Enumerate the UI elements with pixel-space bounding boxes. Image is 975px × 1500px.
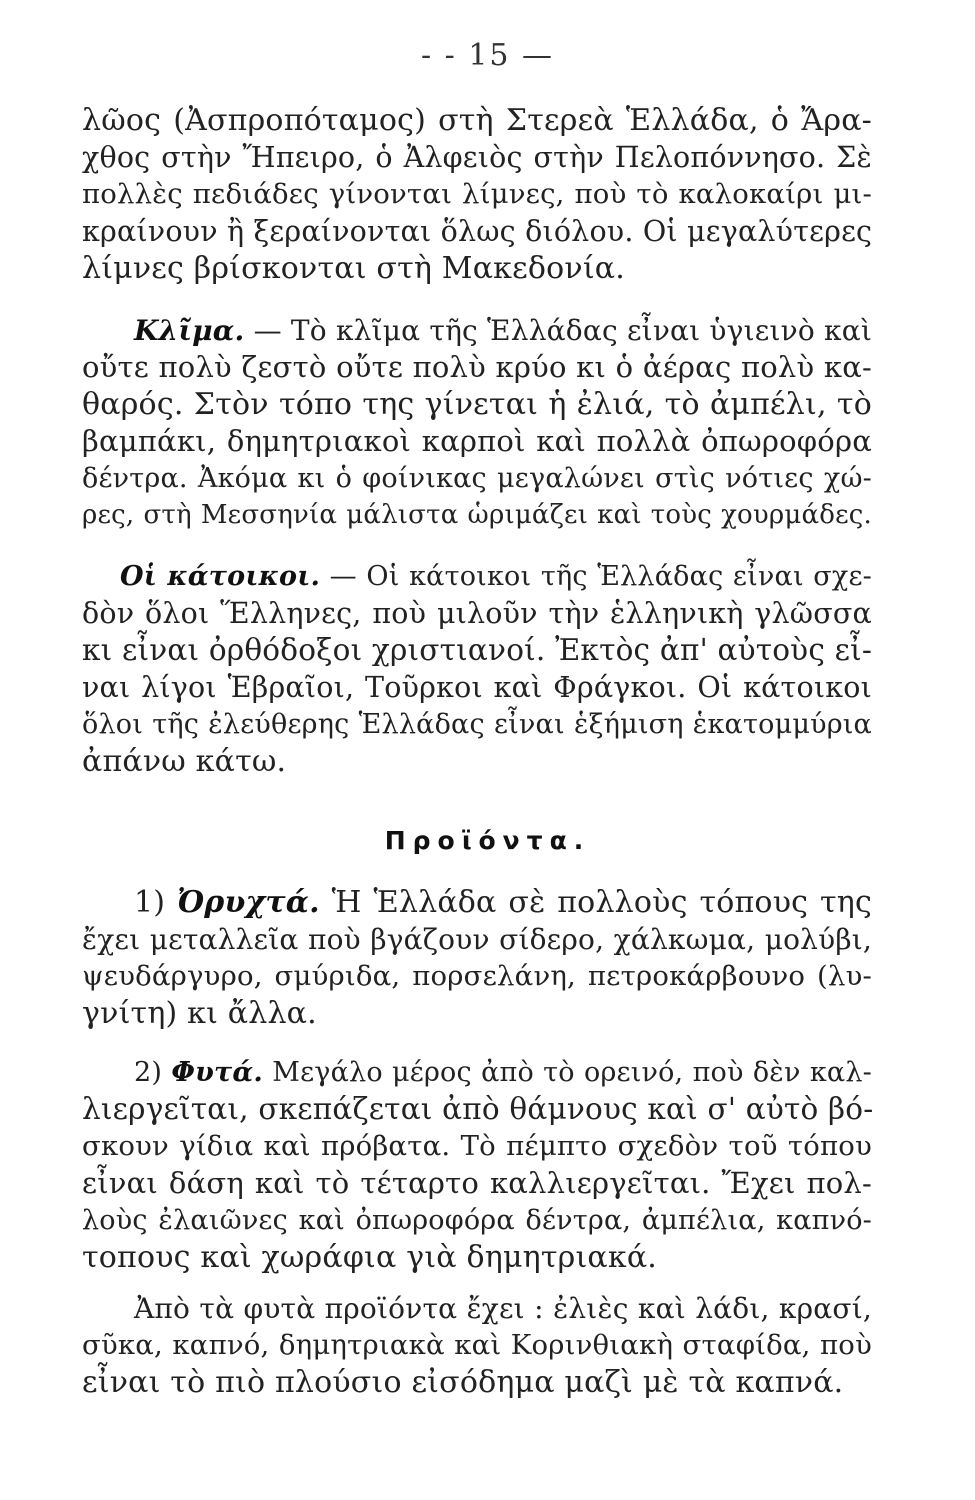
plants-paragraph <box>82 1054 872 1276</box>
minerals-heading: Ὀρυχτά. <box>177 885 320 920</box>
text-line: εἶναι δάση καὶ τὸ τέταρτο καλλιεργεῖται. Ἔχει πολ- <box>82 1166 872 1200</box>
inhabitants-paragraph <box>82 558 872 780</box>
minerals-first-line: Ἡ Ἑλλάδα σὲ πολλοὺς τόπους της <box>331 885 872 920</box>
text-line: οὔτε πολὺ ζεστὸ οὔτε πολὺ κρύο κι ὁ ἀέρας πολὺ κα- <box>82 350 872 384</box>
text-line: δὸν ὅλοι Ἕλληνες, ποὺ μιλοῦν τὴν ἑλληνικὴ γλῶσσα <box>82 597 872 630</box>
plants-number: 2) <box>134 1057 163 1088</box>
text-line: τοπους καὶ χωράφια γιὰ δημητριακά. <box>82 1240 658 1275</box>
text-line: πολλὲς πεδιάδες γίνονται λίμνες, ποὺ τὸ καλοκαίρι μι- <box>82 178 872 210</box>
text-line: εἶναι τὸ πιὸ πλούσιο εἰσόδημα μαζὶ μὲ τὰ καπνά. <box>82 1365 844 1400</box>
text-line: ἀπάνω κάτω. <box>82 744 287 779</box>
section-title-products: Προϊόντα. <box>384 826 591 855</box>
text-line: λοὺς ἐλαιῶνες καὶ ὀπωροφόρα δέντρα, ἀμπέλια, καπνό- <box>82 1205 872 1236</box>
text-line: ρες, στὴ Μεσσηνία μάλιστα ὡριμάζει καὶ τοὺς χουρμάδες. <box>82 500 872 530</box>
text-line <box>82 884 872 921</box>
text-line: σκουν γίδια καὶ πρόβατα. Τὸ πέμπτο σχεδὸν τοῦ τόπου <box>82 1130 872 1162</box>
intro-paragraph <box>82 102 872 287</box>
climate-heading: Κλῖμα. <box>134 314 245 347</box>
climate-paragraph <box>82 312 872 534</box>
plants-first-line: Μεγάλο μέρος ἀπὸ τὸ ορεινό, ποὺ δὲν καλ- <box>272 1057 872 1088</box>
text-line: ναι λίγοι Ἑβραῖοι, Τοῦρκοι καὶ Φράγκοι. Οἱ κάτοικοι <box>82 671 872 704</box>
text-line: βαμπάκι, δημητριακοὶ καρποὶ καὶ πολλὰ ὀπωροφόρα <box>82 424 872 458</box>
inhabitants-heading: Οἱ κάτοικοι. <box>120 561 321 592</box>
text-line: ἔχει μεταλλεῖα ποὺ βγάζουν σίδερο, χάλκωμα, μολύβι, <box>82 923 872 956</box>
text-line: ὅλοι τῆς ἐλεύθερης Ἑλλάδας εἶναι ἑξήμιση ἑκατομμύρια <box>82 709 872 740</box>
text-line: θαρός. Στὸν τόπο της γίνεται ἡ ἐλιά, τὸ ἀμπέλι, τὸ <box>82 387 872 422</box>
plants-heading: Φυτά. <box>171 1057 263 1088</box>
text-line: ψευδάργυρο, σμύριδα, πορσελάνη, πετροκάρβουνο (λυ- <box>82 960 872 992</box>
page-number: - - 15 — <box>420 38 555 73</box>
text-line: χθος στὴν Ἤπειρο, ὁ Ἀλφειὸς στὴν Πελοπόννησο. Σὲ <box>82 141 872 174</box>
inhabitants-first-line: — Οἱ κάτοικοι τῆς Ἑλλάδας εἶναι σχε- <box>329 561 872 592</box>
text-line: γνίτη) κι ἄλλα. <box>82 996 317 1031</box>
text-line: δέντρα. Ἀκόμα κι ὁ φοίνικας μεγαλώνει στὶς νότιες χώ- <box>82 463 872 494</box>
climate-first-line: — Τὸ κλῖμα τῆς Ἑλλάδας εἶναι ὑγιεινὸ καὶ <box>253 314 873 347</box>
text-line <box>82 1054 872 1091</box>
text-line: Ἀπὸ τὰ φυτὰ προϊόντα ἔχει : ἐλιὲς καὶ λάδι, κρασί, <box>134 1292 872 1325</box>
text-line: κι εἶναι ὀρθόδοξοι χριστιανοί. Ἐκτὸς ἀπ' αὐτοὺς εἶ- <box>82 633 873 667</box>
text-line <box>82 312 872 349</box>
minerals-paragraph <box>82 884 872 1032</box>
text-line: λῶος (Ἀσπροπόταμος) στὴ Στερεὰ Ἑλλάδα, ὁ Ἄρα- <box>82 103 872 138</box>
text-line <box>82 558 872 595</box>
produce-paragraph <box>82 1290 872 1401</box>
text-line: κραίνουν ἢ ξεραίνονται ὅλως διόλου. Οἱ μεγαλύτερες <box>82 215 873 248</box>
text-line: λιεργεῖται, σκεπάζεται ἀπὸ θάμνους καὶ σ' αὐτὸ βό- <box>82 1092 874 1126</box>
text-line: σῦκα, καπνό, δημητριακὰ καὶ Κορινθιακὴ σταφίδα, ποὺ <box>82 1329 872 1361</box>
text-line: λίμνες βρίσκονται στὴ Μακεδονία. <box>82 251 625 286</box>
minerals-number: 1) <box>134 885 166 920</box>
